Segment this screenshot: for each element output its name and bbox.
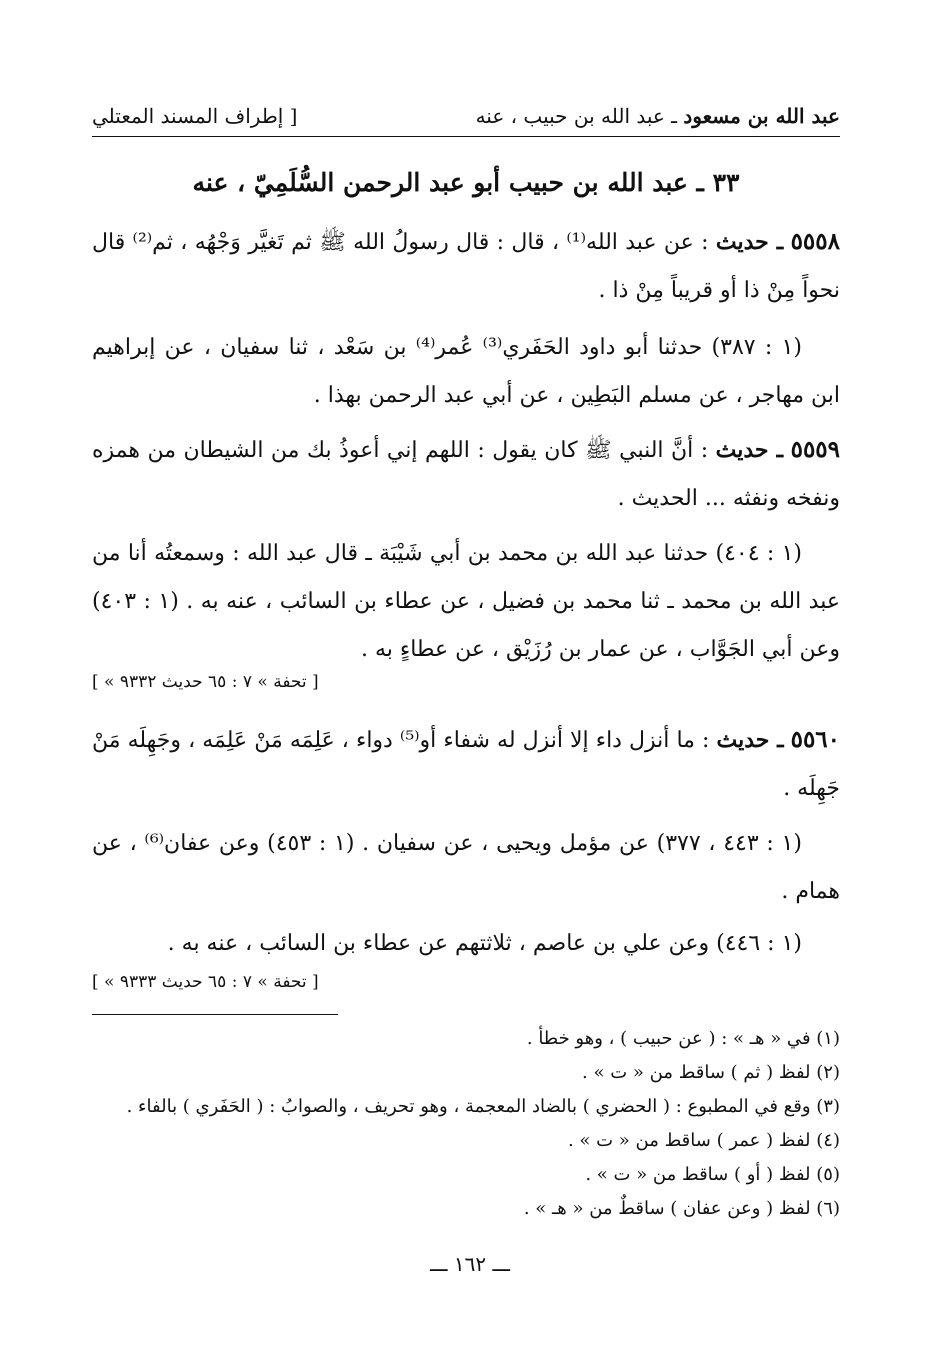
- isnad-paragraph: (١ : ٤٤٦) وعن علي بن عاصم ، ثلاثتهم عن عطاء بن السائب ، عنه به .: [167, 931, 802, 956]
- hadith-label: ـ حديث: [715, 437, 784, 463]
- hadith-label: ـ حديث: [715, 229, 784, 255]
- footnotes: [92, 1022, 840, 1226]
- page-number: ـــ ١٦٢ ـــ: [429, 1252, 511, 1276]
- footnote: (٦) لفظ ( وعن عفان ) ساقطٌ من « هـ » .: [523, 1198, 840, 1219]
- isnad-paragraph: (١ : ٣٨٧) حدثنا أبو داود الحَفَري⁽³⁾ عُمر⁽⁴⁾ بن سَعْد ، ثنا سفيان ، عن إبراهيم ابن مهاجر ، عن مسلم البَطِين ، عن أبي عبد الرحمن بهذا .: [92, 335, 840, 408]
- hadith-entry: [92, 218, 840, 315]
- hadith-text: : أنَّ النبي ﷺ كان يقول : اللهم إني أعوذُ بك من الشيطان من همزه ونفخه ونفثه ... الحديث .: [92, 438, 840, 511]
- hadith-number: ٥٥٥٩: [790, 436, 841, 463]
- hadith-text: : ما أنزل داء إلا أنزل له شفاء أو⁽⁵⁾ دواء ، عَلِمَه مَنْ عَلِمَه ، وجَهِلَه مَنْ جَهِلَه .: [92, 728, 840, 801]
- running-header: [92, 100, 840, 137]
- header-companion-name: عبد الله بن مسعود: [683, 104, 840, 128]
- hadith-label: ـ حديث: [716, 727, 784, 753]
- header-book-title: [ إطراف المسند المعتلي: [92, 104, 298, 128]
- hadith-number: ٥٥٦٠: [790, 726, 841, 753]
- isnad-paragraph: (١ : ٤٤٣ ، ٣٧٧) عن مؤمل ويحيى ، عن سفيان . (١ : ٤٥٣) وعن عفان⁽⁶⁾ ، عن همام .: [92, 831, 840, 904]
- hadith-entry: [92, 426, 840, 523]
- tuhfa-reference: [ « تحفة » ٧ : ٦٥ حديث ٩٣٣٢ ]: [92, 672, 319, 692]
- hadith-entry: [92, 716, 840, 813]
- footnote: (٤) لفظ ( عمر ) ساقط من « ت » .: [567, 1130, 840, 1151]
- footnote-separator: [92, 1014, 338, 1015]
- hadith-number: ٥٥٥٨: [790, 228, 840, 255]
- chapter-title: ٣٣ ـ عبد الله بن حبيب أبو عبد الرحمن السُّلَمِيّ ، عنه: [192, 168, 740, 197]
- header-section-title: [476, 104, 840, 128]
- footnote: (٢) لفظ ( ثم ) ساقط من « ت » .: [582, 1062, 840, 1083]
- hadith-text: : عن عبد الله⁽¹⁾ ، قال : قال رسولُ الله ﷺ ثم تَغيَّر وَجْهُه ، ثم⁽²⁾ قال نحواً مِنْ ذا أو قريباً مِنْ ذا .: [92, 230, 840, 303]
- isnad-paragraph: (١ : ٤٠٤) حدثنا عبد الله بن محمد بن أبي شَيْبَة ـ قال عبد الله : وسمعتُه أنا من عبد الله بن محمد ـ ثنا محمد بن فضيل ، عن عطاء بن السائب ، عنه به . (١ : ٤٠٣) وعن أبي الجَوَّاب ، عن عمار بن رُزَيْق ، عن عطاءٍ به .: [92, 541, 840, 662]
- header-subsection: ـ عبد الله بن حبيب ، عنه: [475, 104, 684, 128]
- footnote: (٣) وقع في المطبوع : ( الحضري ) بالضاد المعجمة ، وهو تحريف ، والصوابُ : ( الحَفَري ) بالفاء .: [126, 1096, 840, 1117]
- tuhfa-reference: [ « تحفة » ٧ : ٦٥ حديث ٩٣٣٣ ]: [92, 972, 319, 992]
- footnote: (١) في « هـ » : ( عن حبيب ) ، وهو خطأ .: [526, 1028, 840, 1049]
- footnote: (٥) لفظ ( أو ) ساقط من « ت » .: [585, 1164, 840, 1185]
